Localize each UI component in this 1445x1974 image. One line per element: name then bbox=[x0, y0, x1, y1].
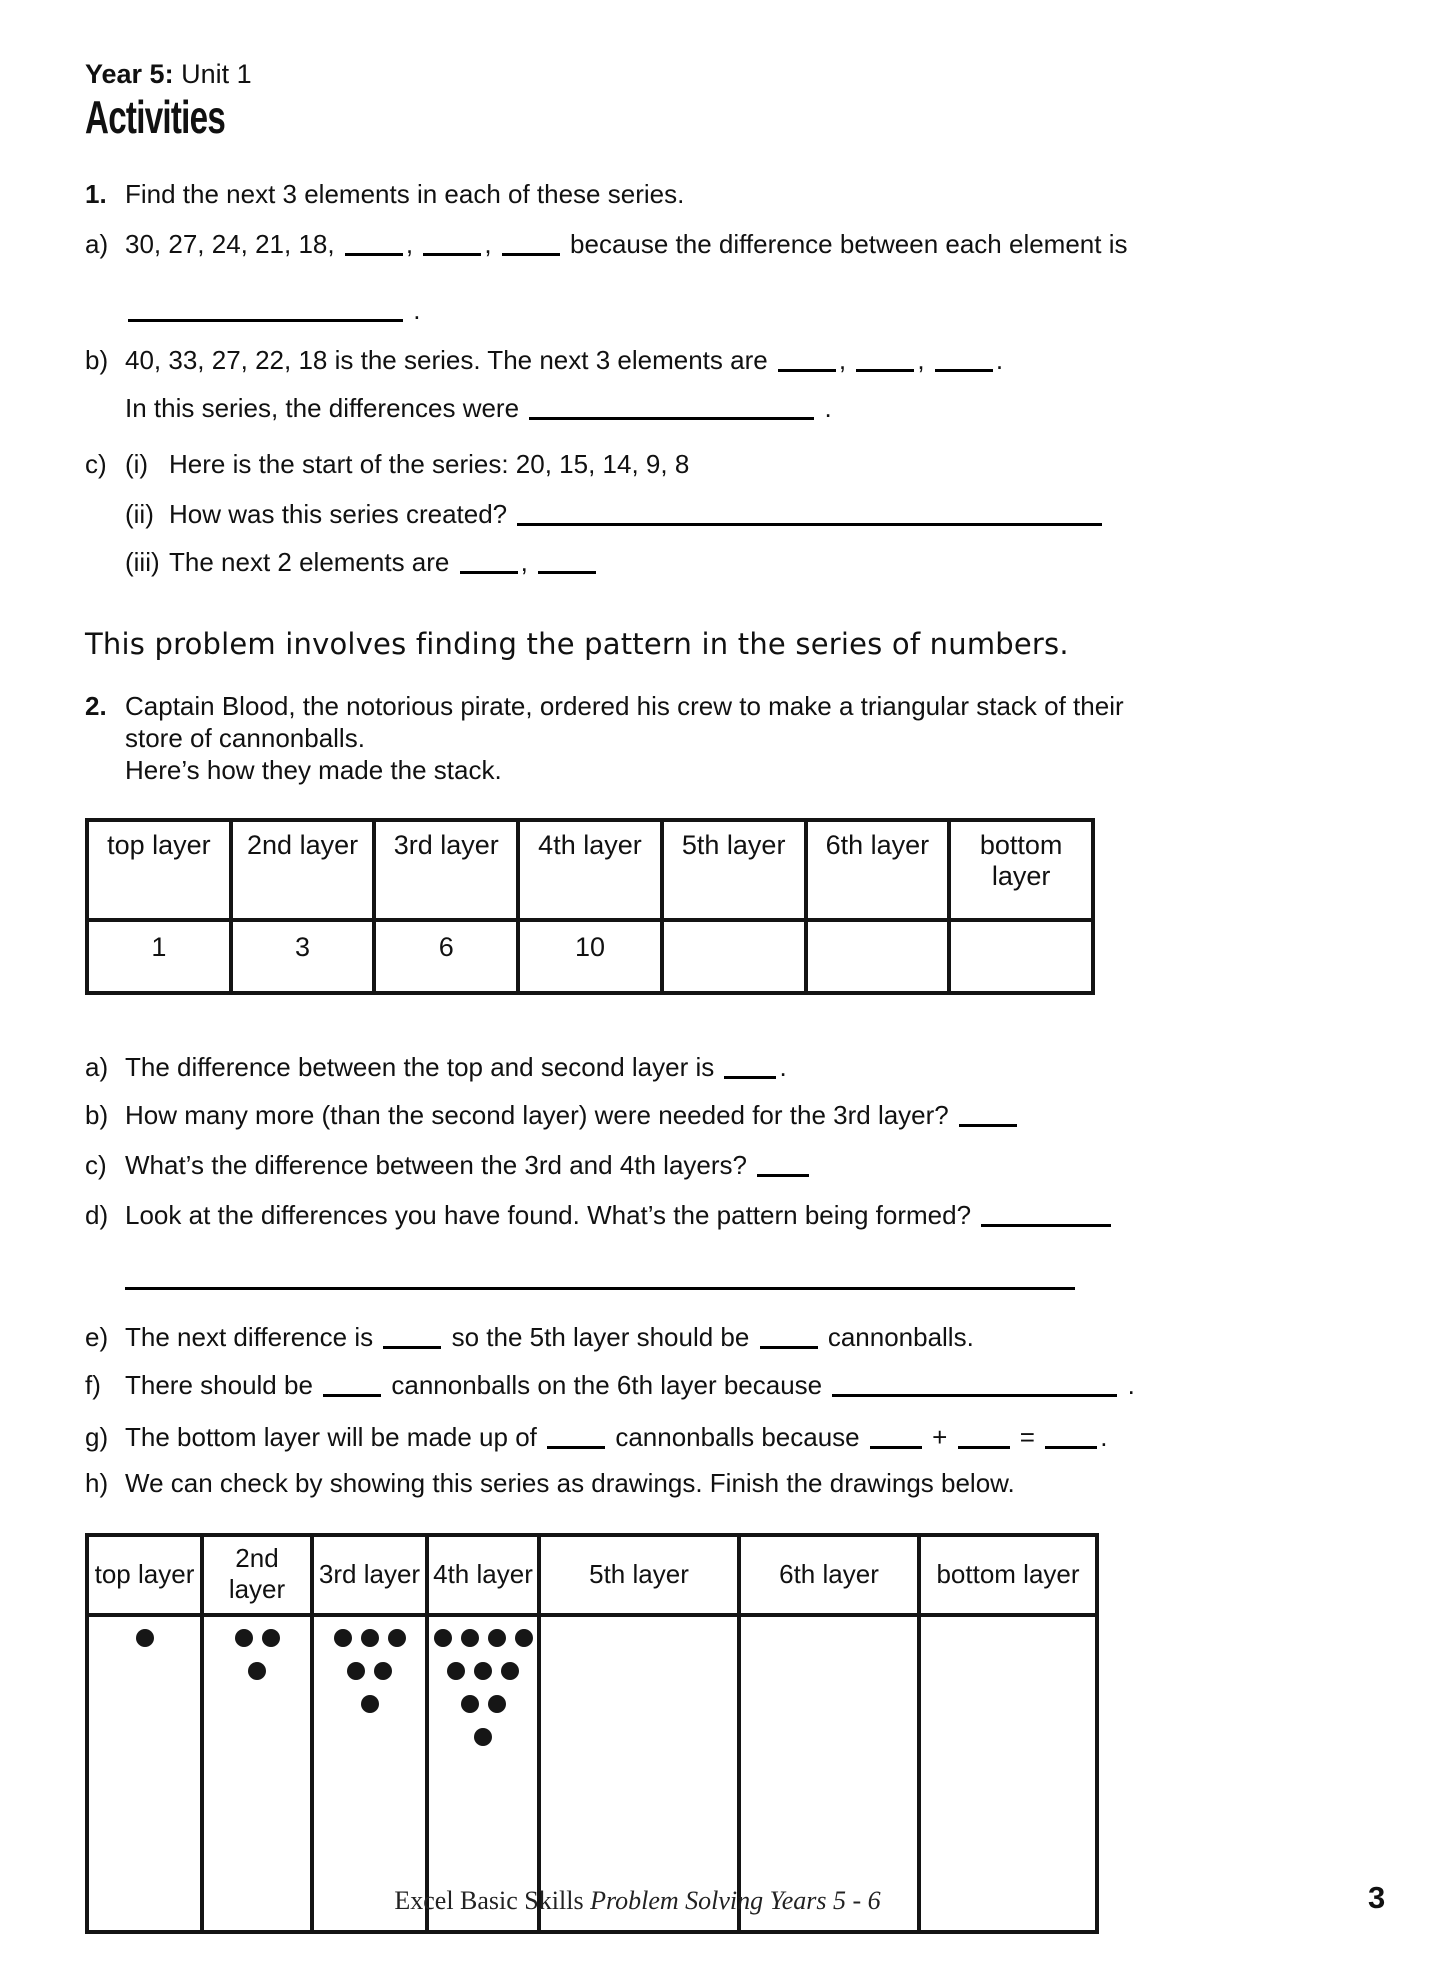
cannonball-dot bbox=[235, 1629, 253, 1647]
table-cell: 1 bbox=[87, 920, 231, 993]
column-header: top layer bbox=[87, 820, 231, 920]
q2-part-c bbox=[85, 1149, 1095, 1181]
q1-part-a bbox=[85, 228, 1128, 260]
table-cell: 10 bbox=[518, 920, 662, 993]
unit-heading bbox=[85, 58, 1095, 90]
table-cell-empty bbox=[662, 920, 806, 993]
answer-blank bbox=[383, 1346, 441, 1349]
question-1-prompt: Find the next 3 elements in each of these series. bbox=[125, 179, 685, 209]
q2-part-e bbox=[85, 1321, 1095, 1353]
answer-line bbox=[125, 1287, 1075, 1290]
comma: , bbox=[917, 345, 925, 375]
answer-blank bbox=[832, 1394, 1117, 1397]
comma: , bbox=[484, 229, 492, 259]
q2a-text-wrap bbox=[125, 1051, 787, 1083]
cannonball-drawing-cell bbox=[312, 1615, 427, 1932]
drawing-cell-empty bbox=[739, 1615, 919, 1932]
q2c-text: What’s the difference between the 3rd and 4th layers? bbox=[125, 1150, 747, 1180]
q2-part-d bbox=[85, 1199, 1095, 1231]
answer-blank bbox=[856, 369, 914, 372]
question-1 bbox=[85, 178, 1095, 210]
q2b-label: b) bbox=[85, 1100, 109, 1130]
q1c-iii-text-wrap bbox=[169, 546, 599, 578]
cannonball-drawing-cell bbox=[202, 1615, 312, 1932]
answer-blank bbox=[502, 253, 560, 256]
q1c-iii-text: The next 2 elements are bbox=[169, 547, 450, 577]
q2g-label: g) bbox=[85, 1422, 109, 1452]
q1-part-b bbox=[85, 344, 1095, 376]
q2-part-f bbox=[85, 1369, 1135, 1401]
cannonball-dot bbox=[361, 1695, 379, 1713]
q2b-text: How many more (than the second layer) were needed for the 3rd layer? bbox=[125, 1100, 949, 1130]
cannonball-dot bbox=[136, 1629, 154, 1647]
page-content bbox=[85, 58, 1135, 1934]
q1-part-c-iii bbox=[85, 546, 1095, 578]
cannonball-dot bbox=[474, 1728, 492, 1746]
table-cell-empty bbox=[949, 920, 1093, 993]
q2-part-g bbox=[85, 1421, 1108, 1453]
cannonball-dot-row bbox=[430, 1662, 536, 1680]
footer-series-title: Problem Solving Years 5 - 6 bbox=[590, 1886, 881, 1915]
answer-blank bbox=[959, 1124, 1017, 1127]
plus-sign: + bbox=[932, 1422, 948, 1452]
cannonball-dot-row bbox=[205, 1629, 309, 1647]
table-cell: 6 bbox=[374, 920, 518, 993]
q2f-text2: cannonballs on the 6th layer because bbox=[391, 1370, 823, 1400]
cannonball-dot-row bbox=[430, 1728, 536, 1746]
cannonball-dot bbox=[334, 1629, 352, 1647]
column-header: top layer bbox=[87, 1535, 202, 1615]
q1c-i-label: (i) bbox=[125, 449, 149, 479]
answer-blank bbox=[529, 417, 814, 420]
q2-prompt-line1: Captain Blood, the notorious pirate, ordered his crew to make a triangular stack of their bbox=[125, 691, 1124, 721]
drawing-table-header-row bbox=[87, 1535, 1097, 1615]
answer-blank bbox=[547, 1446, 605, 1449]
answer-blank bbox=[1045, 1446, 1097, 1449]
q2d-text-wrap bbox=[125, 1199, 1114, 1231]
cannonball-dot-row bbox=[90, 1629, 199, 1647]
column-header: 3rd layer bbox=[374, 820, 518, 920]
answer-blank bbox=[760, 1346, 818, 1349]
q2-part-b bbox=[85, 1099, 1095, 1131]
q1c-iii-label: (iii) bbox=[125, 547, 160, 577]
answer-blank bbox=[935, 369, 993, 372]
q2c-text-wrap bbox=[125, 1149, 812, 1181]
layers-value-table bbox=[85, 818, 1095, 995]
q2-part-a bbox=[85, 1051, 1095, 1083]
period: . bbox=[413, 295, 421, 325]
cannonball-dot bbox=[488, 1695, 506, 1713]
q2e-text-wrap bbox=[125, 1321, 974, 1353]
page-footer bbox=[85, 1886, 1190, 1916]
q2d-text: Look at the differences you have found. What’s the pattern being formed? bbox=[125, 1200, 972, 1230]
cannonball-dot bbox=[434, 1629, 452, 1647]
q2-part-h bbox=[85, 1467, 1095, 1499]
answer-blank bbox=[724, 1076, 776, 1079]
q2-prompt-line3: Here’s how they made the stack. bbox=[125, 755, 502, 785]
q2d-label: d) bbox=[85, 1200, 109, 1230]
q1c-iii-indent bbox=[85, 546, 125, 578]
table-header-row bbox=[87, 820, 1093, 920]
cannonball-dot bbox=[262, 1629, 280, 1647]
answer-blank bbox=[757, 1174, 809, 1177]
column-header: 6th layer bbox=[739, 1535, 919, 1615]
column-header: 2nd layer bbox=[231, 820, 375, 920]
answer-blank bbox=[870, 1446, 922, 1449]
q2g-text2: cannonballs because bbox=[615, 1422, 860, 1452]
question-2-number: 2. bbox=[85, 691, 107, 721]
q2f-label: f) bbox=[85, 1370, 101, 1400]
answer-blank bbox=[460, 571, 518, 574]
q1c-ii-text: How was this series created? bbox=[169, 499, 508, 529]
q2e-text1: The next difference is bbox=[125, 1322, 374, 1352]
q1a-text bbox=[125, 228, 1127, 260]
answer-blank bbox=[778, 369, 836, 372]
layers-drawing-table bbox=[85, 1533, 1099, 1934]
period: . bbox=[1100, 1422, 1108, 1452]
table-cell: 3 bbox=[231, 920, 375, 993]
q2b-text-wrap bbox=[125, 1099, 1020, 1131]
drawing-table-body-row bbox=[87, 1615, 1097, 1932]
cannonball-dot bbox=[361, 1629, 379, 1647]
cannonball-dot bbox=[347, 1662, 365, 1680]
q2g-text1: The bottom layer will be made up of bbox=[125, 1422, 537, 1452]
answer-blank bbox=[981, 1224, 1111, 1227]
comma: , bbox=[520, 547, 528, 577]
answer-blank bbox=[323, 1394, 381, 1397]
question-2 bbox=[85, 690, 1124, 786]
footer-book-title: Excel Basic Skills bbox=[394, 1886, 591, 1915]
q2f-text1: There should be bbox=[125, 1370, 313, 1400]
q1a-series: 30, 27, 24, 21, 18, bbox=[125, 229, 335, 259]
column-header: 3rd layer bbox=[312, 1535, 427, 1615]
q1b-label: b) bbox=[85, 345, 109, 375]
cannonball-drawing-cell bbox=[87, 1615, 202, 1932]
q1a-answer-line bbox=[125, 294, 1095, 326]
q2g-text-wrap bbox=[125, 1421, 1107, 1453]
period: . bbox=[1127, 1370, 1135, 1400]
column-header: 5th layer bbox=[539, 1535, 739, 1615]
period: . bbox=[995, 345, 1004, 375]
period: . bbox=[779, 1052, 787, 1082]
q2h-label: h) bbox=[85, 1468, 109, 1498]
q2h-text: We can check by showing this series as drawings. Finish the drawings below. bbox=[125, 1468, 1015, 1498]
cannonball-dot bbox=[501, 1662, 519, 1680]
column-header: 2nd layer bbox=[202, 1535, 312, 1615]
q1c-label: c) bbox=[85, 449, 107, 479]
cannonball-dot bbox=[447, 1662, 465, 1680]
q1c-ii-indent bbox=[85, 498, 125, 530]
equals-sign: = bbox=[1019, 1422, 1035, 1452]
cannonball-dot bbox=[474, 1662, 492, 1680]
page-title: Activities bbox=[85, 91, 226, 143]
period: . bbox=[824, 393, 832, 423]
page-number: 3 bbox=[1368, 1880, 1386, 1915]
column-header: 4th layer bbox=[518, 820, 662, 920]
q2c-label: c) bbox=[85, 1150, 107, 1180]
cannonball-dot bbox=[248, 1662, 266, 1680]
q2a-text: The difference between the top and second layer is bbox=[125, 1052, 715, 1082]
q2e-text2: so the 5th layer should be bbox=[451, 1322, 750, 1352]
unit-number-label: Unit 1 bbox=[173, 59, 252, 89]
table-cell-empty bbox=[806, 920, 950, 993]
cannonball-dot bbox=[388, 1629, 406, 1647]
answer-blank bbox=[345, 253, 403, 256]
q1c-ii-label: (ii) bbox=[125, 499, 154, 529]
q1a-label: a) bbox=[85, 229, 109, 259]
table-value-row bbox=[87, 920, 1093, 993]
q1b-line2-text: In this series, the differences were bbox=[125, 393, 520, 423]
column-header: bottom layer bbox=[919, 1535, 1097, 1615]
q1b-line2 bbox=[125, 392, 1095, 424]
q2-prompt-line2: store of cannonballs. bbox=[125, 723, 365, 753]
q1b-text bbox=[125, 344, 1003, 376]
answer-blank bbox=[128, 319, 403, 322]
column-header: 5th layer bbox=[662, 820, 806, 920]
drawing-cell-empty bbox=[919, 1615, 1097, 1932]
drawing-cell-empty bbox=[539, 1615, 739, 1932]
q1-part-c-ii bbox=[85, 498, 1095, 530]
cannonball-dot-row bbox=[315, 1695, 424, 1713]
cannonball-dot bbox=[515, 1629, 533, 1647]
cannonball-drawing-cell bbox=[427, 1615, 539, 1932]
column-header: 4th layer bbox=[427, 1535, 539, 1615]
q2e-text3: cannonballs. bbox=[827, 1322, 974, 1352]
answer-blank bbox=[538, 571, 596, 574]
unit-year-label: Year 5: bbox=[85, 59, 174, 89]
answer-blank bbox=[958, 1446, 1010, 1449]
cannonball-dot-row bbox=[315, 1662, 424, 1680]
q1-part-c-i bbox=[85, 448, 1095, 480]
q1c-i-text: Here is the start of the series: 20, 15, 14, 9, 8 bbox=[169, 449, 690, 479]
handwritten-note: This problem involves finding the pattern in the series of numbers. bbox=[85, 627, 1069, 661]
cannonball-dot bbox=[461, 1629, 479, 1647]
cannonball-dot-row bbox=[205, 1662, 309, 1680]
column-header: 6th layer bbox=[806, 820, 950, 920]
cannonball-dot-row bbox=[315, 1629, 424, 1647]
q1a-after: because the difference between each element is bbox=[570, 229, 1128, 259]
comma: , bbox=[838, 345, 847, 375]
cannonball-dot bbox=[488, 1629, 506, 1647]
question-2-prompt bbox=[125, 690, 1124, 786]
answer-blank bbox=[423, 253, 481, 256]
cannonball-dot-row bbox=[430, 1695, 536, 1713]
cannonball-dot bbox=[461, 1695, 479, 1713]
answer-blank bbox=[517, 523, 1102, 526]
comma: , bbox=[405, 229, 414, 259]
column-header: bottom layer bbox=[949, 820, 1093, 920]
question-1-number: 1. bbox=[85, 179, 107, 209]
q2f-text-wrap bbox=[125, 1369, 1135, 1401]
q1c-ii-text-wrap bbox=[169, 498, 1105, 530]
cannonball-dot-row bbox=[430, 1629, 536, 1647]
q1b-series: 40, 33, 27, 22, 18 is the series. The next 3 elements are bbox=[125, 345, 768, 375]
q2e-label: e) bbox=[85, 1322, 109, 1352]
q2a-label: a) bbox=[85, 1052, 109, 1082]
cannonball-dot bbox=[374, 1662, 392, 1680]
